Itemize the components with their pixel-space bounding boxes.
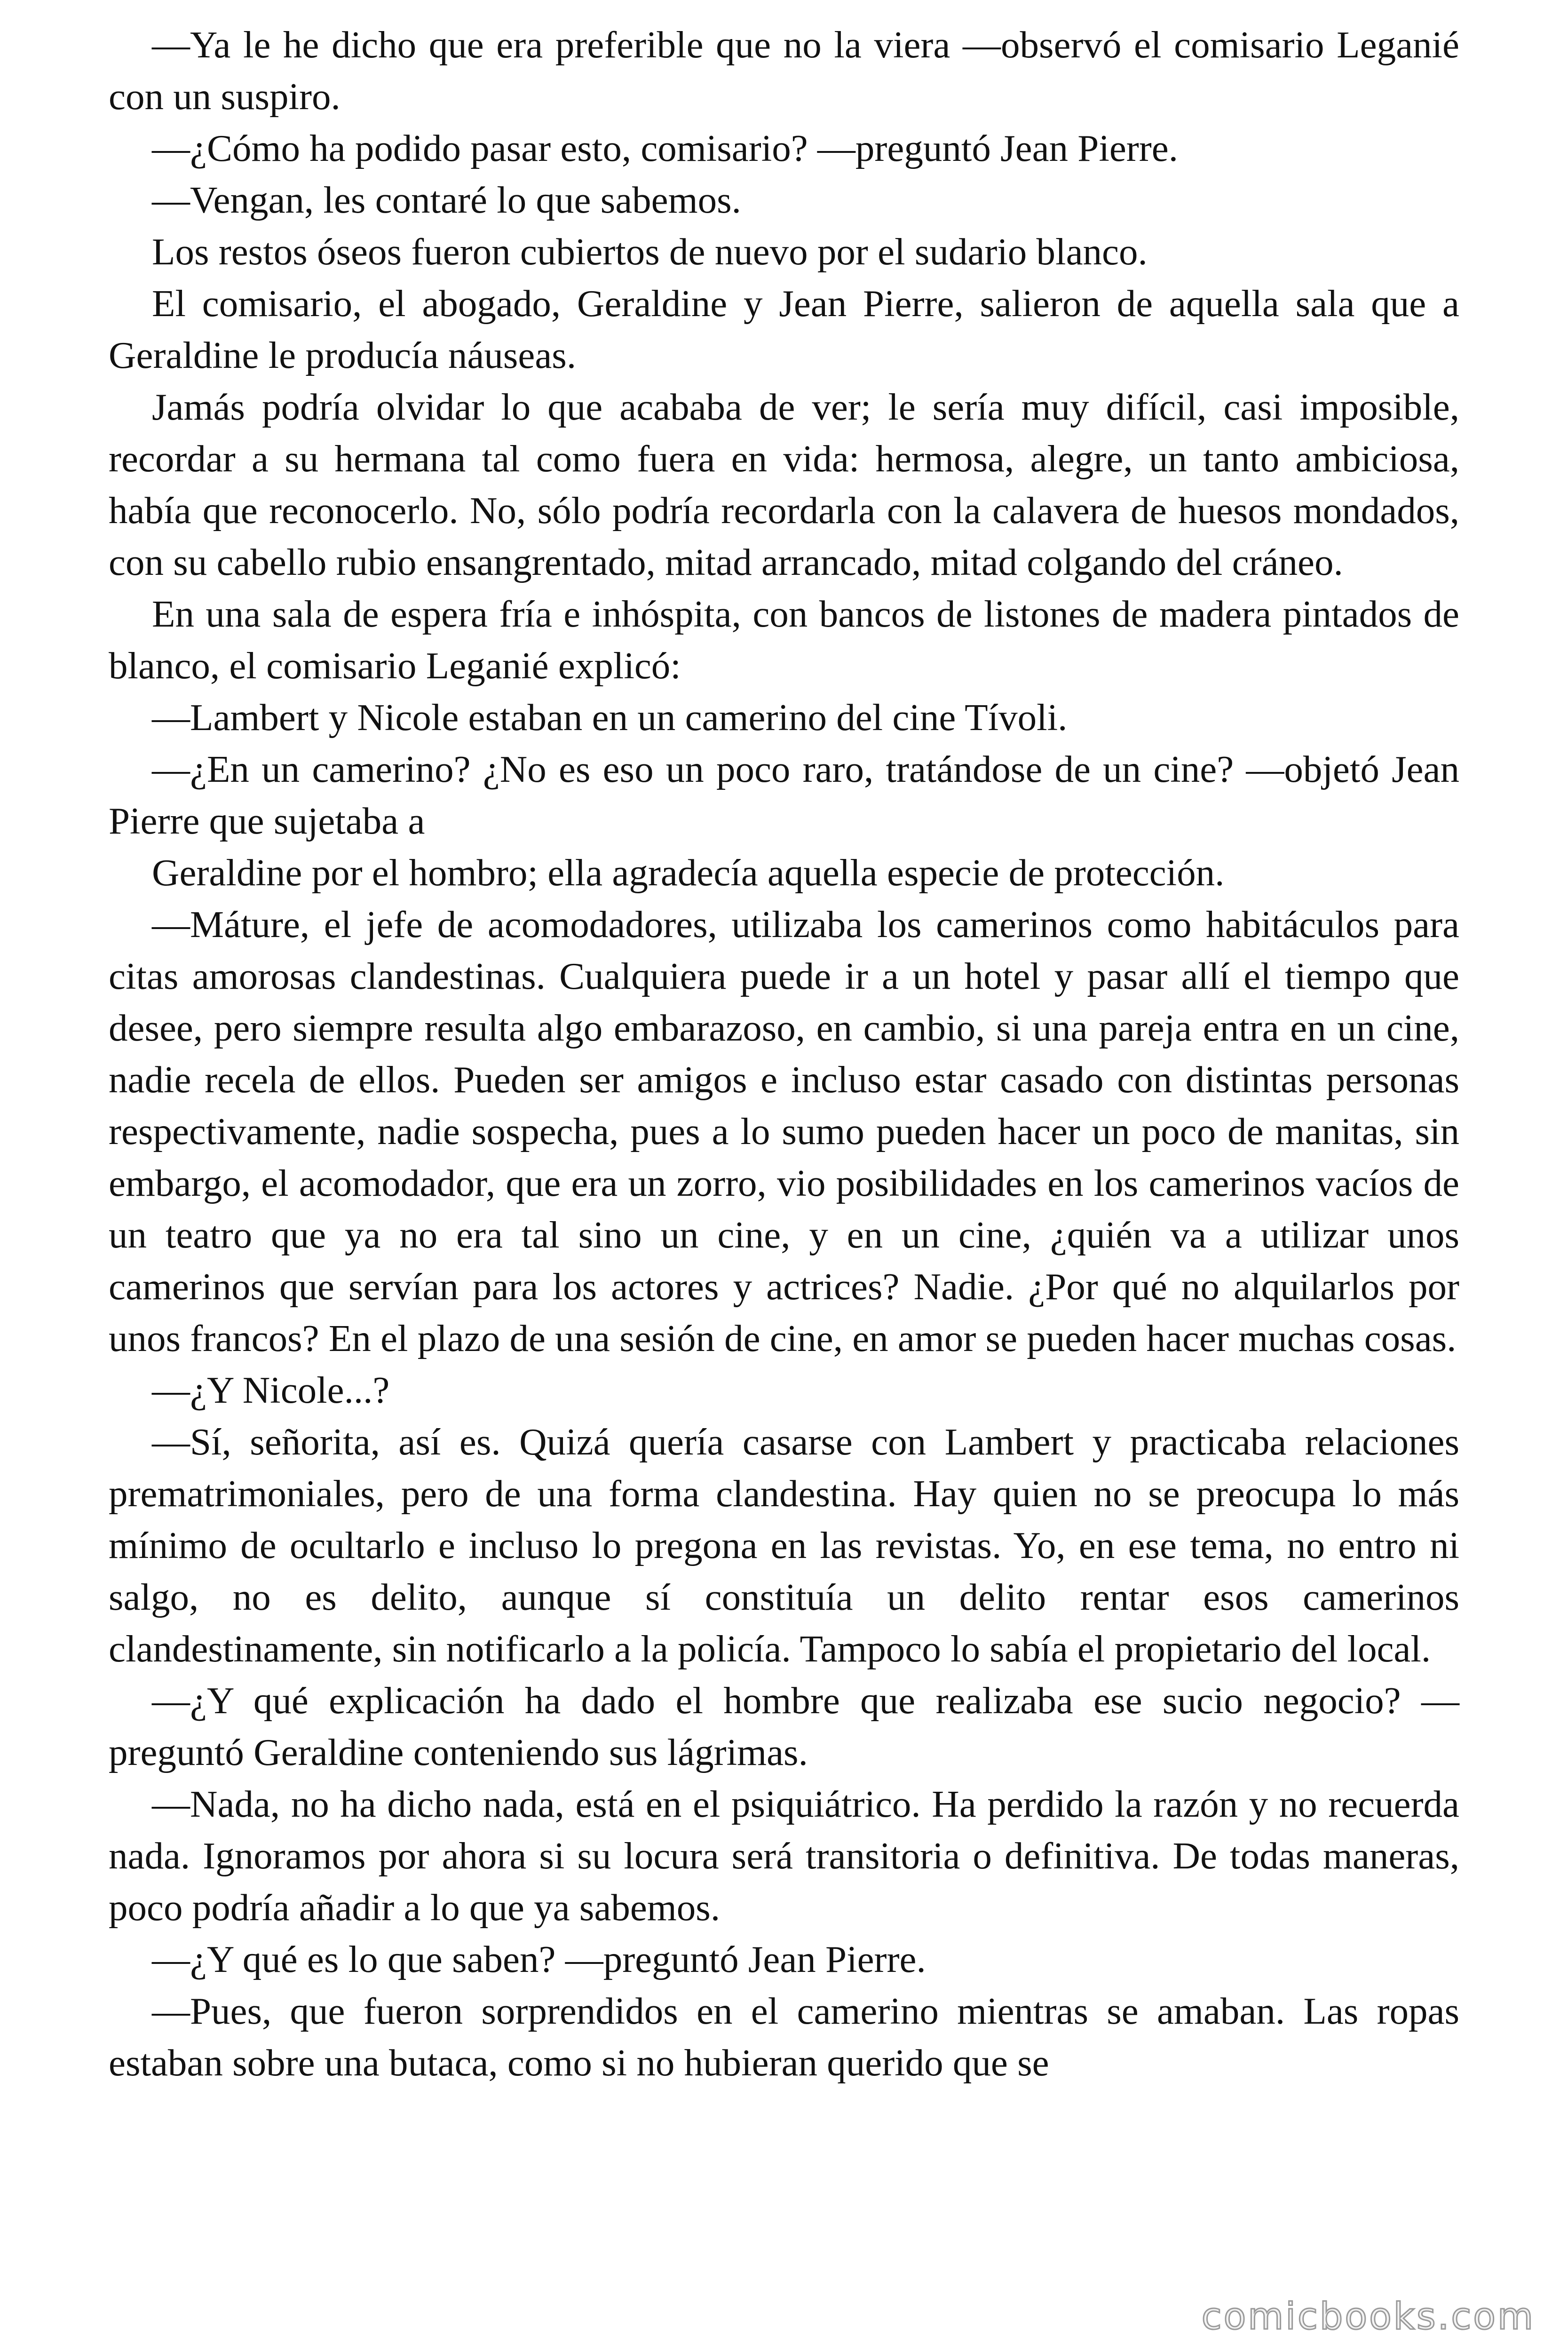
paragraph-7: En una sala de espera fría e inhóspita, con bancos de listones de madera pintados de blanco, el comisario Leganié explicó: bbox=[109, 593, 1459, 687]
paragraph-2: —¿Cómo ha podido pasar esto, comisario? —preguntó Jean Pierre. bbox=[152, 127, 1178, 169]
paragraph-15: —Nada, no ha dicho nada, está en el psiquiátrico. Ha perdido la razón y no recuerda nada. Ignoramos por ahora si su locura será transitoria o definitiva. De todas maneras, poco podría añadir a lo que ya sabemos. bbox=[109, 1783, 1459, 1929]
paragraph-4: Los restos óseos fueron cubiertos de nuevo por el sudario blanco. bbox=[152, 230, 1148, 273]
paragraph-9: —¿En un camerino? ¿No es eso un poco raro, tratándose de un cine? —objetó Jean Pierre que sujetaba a bbox=[109, 748, 1459, 842]
paragraph-6: Jamás podría olvidar lo que acababa de ver; le sería muy difícil, casi imposible, recordar a su hermana tal como fuera en vida: hermosa, alegre, un tanto ambiciosa, había que reconocerlo. No, sólo podría recordarla con la calavera de huesos mondados, con su cabello rubio ensangrentado, mitad arrancado, mitad colgando del cráneo. bbox=[109, 386, 1459, 583]
paragraph-16: —¿Y qué es lo que saben? —preguntó Jean Pierre. bbox=[152, 1938, 926, 1980]
paragraph-12: —¿Y Nicole...? bbox=[152, 1369, 390, 1411]
paragraph-10: Geraldine por el hombro; ella agradecía aquella especie de protección. bbox=[152, 851, 1225, 894]
watermark-logo: comicbooks.com bbox=[1201, 2296, 1535, 2338]
paragraph-17: —Pues, que fueron sorprendidos en el camerino mientras se amaban. Las ropas estaban sobre una butaca, como si no hubieran querido que se bbox=[109, 1990, 1459, 2084]
paragraph-3: —Vengan, les contaré lo que sabemos. bbox=[152, 179, 741, 221]
paragraph-8: —Lambert y Nicole estaban en un camerino del cine Tívoli. bbox=[152, 696, 1068, 739]
paragraph-13: —Sí, señorita, así es. Quizá quería casarse con Lambert y practicaba relaciones prematrimoniales, pero de una forma clandestina. Hay quien no se preocupa lo más mínimo de ocultarlo e incluso lo pregona en las revistas. Yo, en ese tema, no entro ni salgo, no es delito, aunque sí constituía un delito rentar esos camerinos clandestinamente, sin notificarlo a la policía. Tampoco lo sabía el propietario del local. bbox=[109, 1421, 1459, 1670]
paragraph-1: —Ya le he dicho que era preferible que no la viera —observó el comisario Leganié con un suspiro. bbox=[109, 24, 1459, 118]
paragraph-5: El comisario, el abogado, Geraldine y Jean Pierre, salieron de aquella sala que a Geraldine le producía náuseas. bbox=[109, 282, 1459, 376]
paragraph-11: —Máture, el jefe de acomodadores, utilizaba los camerinos como habitáculos para citas amorosas clandestinas. Cualquiera puede ir a un hotel y pasar allí el tiempo que desee, pero siempre resulta algo embarazoso, en cambio, si una pareja entra en un cine, nadie recela de ellos. Pueden ser amigos e incluso estar casado con distintas personas respectivamente, nadie sospecha, pues a lo sumo pueden hacer un poco de manitas, sin embargo, el acomodador, que era un zorro, vio posibilidades en los camerinos vacíos de un teatro que ya no era tal sino un cine, y en un cine, ¿quién va a utilizar unos camerinos que servían para los actores y actrices? Nadie. ¿Por qué no alquilarlos por unos francos? En el plazo de una sesión de cine, en amor se pueden hacer muchas cosas. bbox=[109, 903, 1459, 1359]
paragraph-14: —¿Y qué explicación ha dado el hombre que realizaba ese sucio negocio? —preguntó Geraldine conteniendo sus lágrimas. bbox=[109, 1679, 1459, 1773]
body-text bbox=[109, 19, 1459, 2089]
